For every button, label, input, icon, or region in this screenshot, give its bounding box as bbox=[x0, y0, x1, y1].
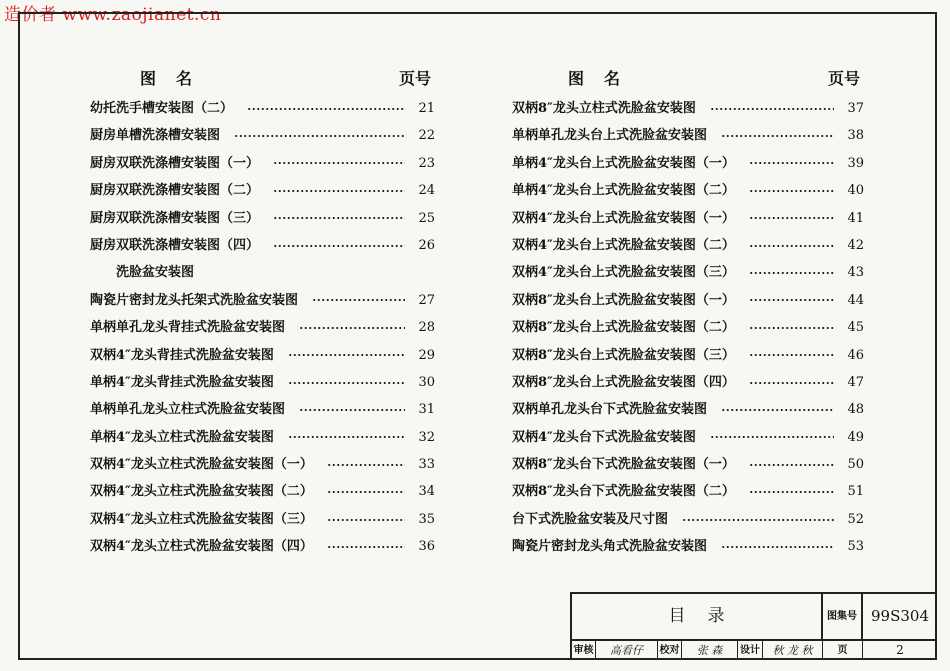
toc-entry-name: 陶瓷片密封龙头角式洗脸盆安装图 bbox=[512, 539, 708, 555]
toc-entry-name: 双柄8″龙头台上式洗脸盆安装图（三） bbox=[512, 347, 735, 363]
toc-entry-page: 28 bbox=[418, 320, 435, 336]
toc-entry-name: 单柄单孔龙头背挂式洗脸盆安装图 bbox=[90, 320, 286, 336]
toc-entry bbox=[90, 314, 435, 341]
watermark-text: 造价者 www.zaojianet.cn bbox=[4, 5, 222, 25]
toc-entry-page: 27 bbox=[418, 292, 435, 308]
toc-entry-page: 29 bbox=[418, 347, 435, 363]
toc-entry-page: 39 bbox=[847, 155, 864, 171]
toc-entry bbox=[90, 424, 435, 451]
toc-entry-page: 47 bbox=[847, 374, 864, 390]
toc-entry-name: 双柄单孔龙头台下式洗脸盆安装图 bbox=[512, 402, 708, 418]
dot-leader bbox=[299, 326, 405, 330]
dot-leader bbox=[749, 271, 834, 275]
dot-leader bbox=[273, 161, 405, 165]
toc-header-right bbox=[512, 66, 864, 90]
toc-entry-page: 33 bbox=[418, 457, 435, 473]
toc-entry-page: 21 bbox=[418, 101, 435, 116]
toc-entry-page: 23 bbox=[418, 155, 435, 171]
dot-leader bbox=[273, 189, 405, 193]
toc-entry-name: 台下式洗脸盆安装及尺寸图 bbox=[512, 511, 669, 527]
dot-leader bbox=[273, 244, 405, 248]
toc-entry-page: 34 bbox=[418, 484, 435, 500]
toc-entry-page: 41 bbox=[847, 210, 864, 226]
toc-entry-name: 洗脸盆安装图 bbox=[116, 265, 195, 281]
toc-entry-name: 双柄8″龙头台上式洗脸盆安装图（二） bbox=[512, 320, 735, 336]
dot-leader bbox=[749, 490, 834, 494]
toc-entry-page: 36 bbox=[418, 539, 435, 555]
dot-leader bbox=[299, 408, 405, 412]
dot-leader bbox=[682, 518, 834, 522]
dot-leader bbox=[749, 161, 834, 165]
toc-entry bbox=[90, 478, 435, 505]
toc-entry-name: 双柄4″龙头背挂式洗脸盆安装图 bbox=[90, 347, 274, 363]
toc-entry-page: 32 bbox=[418, 429, 435, 445]
toc-entry-name: 单柄4″龙头台上式洗脸盆安装图（二） bbox=[512, 183, 735, 199]
toc-entry-page: 31 bbox=[418, 402, 435, 418]
toc-entry-page: 53 bbox=[847, 539, 864, 555]
toc-entry bbox=[90, 95, 435, 122]
toc-entry-name: 双柄8″龙头台下式洗脸盆安装图（二） bbox=[512, 484, 735, 500]
toc-entry bbox=[512, 506, 864, 533]
toc-entry bbox=[90, 451, 435, 478]
toc-entry-page: 22 bbox=[418, 128, 435, 144]
dot-leader bbox=[721, 408, 834, 412]
toc-entry bbox=[512, 314, 864, 341]
toc-entry bbox=[512, 369, 864, 396]
toc-list-right bbox=[512, 95, 864, 561]
toc-list-left bbox=[90, 95, 435, 561]
toc-section-heading bbox=[90, 259, 435, 286]
dot-leader bbox=[749, 189, 834, 193]
toc-entry bbox=[90, 533, 435, 560]
dot-leader bbox=[288, 435, 405, 439]
toc-entry-page: 50 bbox=[847, 457, 864, 473]
toc-entry-name: 双柄4″龙头台上式洗脸盆安装图（一） bbox=[512, 210, 735, 226]
toc-entry-page: 26 bbox=[418, 237, 435, 253]
toc-entry-name: 双柄4″龙头台上式洗脸盆安装图（三） bbox=[512, 265, 735, 281]
toc-entry-page: 45 bbox=[847, 320, 864, 336]
toc-entry bbox=[90, 177, 435, 204]
toc-entry-page: 42 bbox=[847, 237, 864, 253]
toc-entry bbox=[512, 95, 864, 122]
toc-entry-name: 厨房单槽洗涤槽安装图 bbox=[90, 128, 221, 144]
toc-entry bbox=[512, 259, 864, 286]
page-label: 页 bbox=[823, 641, 863, 660]
dot-leader bbox=[288, 381, 405, 385]
toc-entry-name: 厨房双联洗涤槽安装图（四） bbox=[90, 237, 260, 253]
atlas-number-value: 99S304 bbox=[871, 607, 929, 625]
toc-entry bbox=[90, 287, 435, 314]
design-signature: 秋 龙 秋 bbox=[763, 641, 823, 660]
toc-entry bbox=[512, 396, 864, 423]
title-block-title: 目录 bbox=[572, 594, 823, 639]
toc-entry-name: 双柄4″龙头台下式洗脸盆安装图 bbox=[512, 429, 696, 445]
toc-entry bbox=[512, 177, 864, 204]
dot-leader bbox=[327, 490, 405, 494]
toc-entry bbox=[90, 396, 435, 423]
proof-signature: 张 森 bbox=[682, 641, 738, 660]
toc-entry-name: 厨房双联洗涤槽安装图（二） bbox=[90, 183, 260, 199]
dot-leader bbox=[749, 216, 834, 220]
toc-entry-name: 双柄4″龙头立柱式洗脸盆安装图（一） bbox=[90, 457, 313, 473]
atlas-number-label: 图集号 bbox=[823, 594, 863, 639]
toc-entry-name: 单柄4″龙头背挂式洗脸盆安装图 bbox=[90, 374, 274, 390]
toc-entry-name: 双柄8″龙头立柱式洗脸盆安装图 bbox=[512, 101, 696, 116]
title-block bbox=[570, 592, 937, 660]
header-title: 图名 bbox=[568, 69, 641, 88]
design-label: 设计 bbox=[738, 641, 763, 660]
toc-entry-page: 51 bbox=[847, 484, 864, 500]
toc-entry-page: 49 bbox=[847, 429, 864, 445]
toc-entry bbox=[90, 122, 435, 149]
toc-entry bbox=[512, 424, 864, 451]
header-title: 图名 bbox=[140, 69, 213, 88]
toc-entry bbox=[512, 533, 864, 560]
toc-entry bbox=[512, 205, 864, 232]
dot-leader bbox=[710, 107, 834, 111]
toc-entry-page: 44 bbox=[847, 292, 864, 308]
dot-leader bbox=[288, 353, 405, 357]
dot-leader bbox=[721, 545, 834, 549]
header-page-number: 页号 bbox=[398, 69, 431, 88]
toc-entry-page: 24 bbox=[418, 183, 435, 199]
dot-leader bbox=[749, 298, 834, 302]
review-signature: 高看仔 bbox=[596, 641, 658, 660]
toc-entry bbox=[90, 232, 435, 259]
toc-entry bbox=[512, 122, 864, 149]
toc-entry bbox=[90, 506, 435, 533]
toc-entry-name: 幼托洗手槽安装图（二） bbox=[90, 101, 234, 116]
toc-entry bbox=[512, 342, 864, 369]
toc-entry bbox=[512, 232, 864, 259]
toc-entry-page: 46 bbox=[847, 347, 864, 363]
toc-entry-page: 48 bbox=[847, 402, 864, 418]
dot-leader bbox=[749, 381, 834, 385]
toc-entry-name: 陶瓷片密封龙头托架式洗脸盆安装图 bbox=[90, 292, 299, 308]
dot-leader bbox=[710, 435, 834, 439]
toc-entry bbox=[90, 150, 435, 177]
page-value: 2 bbox=[896, 643, 904, 657]
toc-entry-page: 43 bbox=[847, 265, 864, 281]
toc-entry bbox=[512, 478, 864, 505]
toc-entry-page: 30 bbox=[418, 374, 435, 390]
toc-entry-page: 38 bbox=[847, 128, 864, 144]
toc-entry-page: 35 bbox=[418, 511, 435, 527]
toc-header-left bbox=[90, 66, 435, 90]
review-label: 审核 bbox=[572, 641, 596, 660]
dot-leader bbox=[247, 107, 405, 111]
dot-leader bbox=[327, 463, 405, 467]
toc-entry bbox=[512, 150, 864, 177]
toc-entry-name: 双柄4″龙头立柱式洗脸盆安装图（三） bbox=[90, 511, 313, 527]
toc-entry bbox=[90, 342, 435, 369]
toc-entry-name: 双柄8″龙头台下式洗脸盆安装图（一） bbox=[512, 457, 735, 473]
toc-entry bbox=[90, 205, 435, 232]
toc-entry-name: 单柄4″龙头立柱式洗脸盆安装图 bbox=[90, 429, 274, 445]
toc-entry-name: 厨房双联洗涤槽安装图（三） bbox=[90, 210, 260, 226]
toc-entry-page: 37 bbox=[847, 101, 864, 116]
toc-entry-name: 双柄8″龙头台上式洗脸盆安装图（四） bbox=[512, 374, 735, 390]
header-page-number: 页号 bbox=[827, 69, 860, 88]
dot-leader bbox=[312, 298, 405, 302]
toc-entry-name: 单柄单孔龙头立柱式洗脸盆安装图 bbox=[90, 402, 286, 418]
toc-entry-page: 25 bbox=[418, 210, 435, 226]
dot-leader bbox=[327, 518, 405, 522]
dot-leader bbox=[273, 216, 405, 220]
toc-entry bbox=[512, 451, 864, 478]
toc-entry-name: 双柄4″龙头立柱式洗脸盆安装图（四） bbox=[90, 539, 313, 555]
dot-leader bbox=[749, 326, 834, 330]
dot-leader bbox=[721, 134, 834, 138]
toc-entry bbox=[512, 287, 864, 314]
dot-leader bbox=[327, 545, 405, 549]
toc-entry-name: 双柄4″龙头立柱式洗脸盆安装图（二） bbox=[90, 484, 313, 500]
toc-entry-name: 厨房双联洗涤槽安装图（一） bbox=[90, 155, 260, 171]
toc-entry-name: 双柄8″龙头台上式洗脸盆安装图（一） bbox=[512, 292, 735, 308]
toc-entry-name: 单柄单孔龙头台上式洗脸盆安装图 bbox=[512, 128, 708, 144]
proof-label: 校对 bbox=[658, 641, 682, 660]
toc-entry-page: 52 bbox=[847, 511, 864, 527]
toc-entry-name: 单柄4″龙头台上式洗脸盆安装图（一） bbox=[512, 155, 735, 171]
toc-entry bbox=[90, 369, 435, 396]
dot-leader bbox=[234, 134, 405, 138]
dot-leader bbox=[749, 463, 834, 467]
dot-leader bbox=[749, 353, 834, 357]
dot-leader bbox=[749, 244, 834, 248]
toc-entry-name: 双柄4″龙头台上式洗脸盆安装图（二） bbox=[512, 237, 735, 253]
toc-entry-page: 40 bbox=[847, 183, 864, 199]
